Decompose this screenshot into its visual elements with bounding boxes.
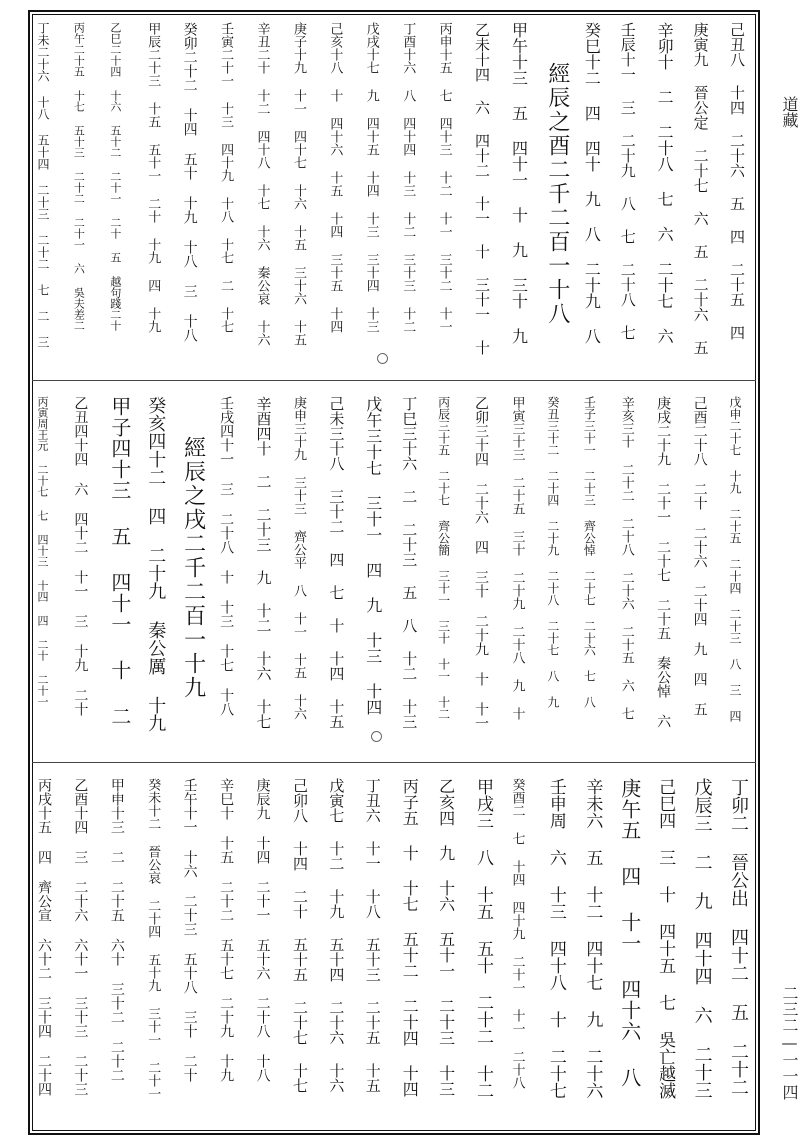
chronology-column: 癸卯二十二 十四 五十 十九 十八 三 十八 <box>181 22 198 342</box>
chronology-column: 庚辰九 十四 二十一 五十六 二十八 十八 <box>254 778 271 1082</box>
chronology-column: 壬子三十一 二十三 齊公悼 二十七 二十六 七 八 <box>582 396 597 708</box>
binding-hole-mark <box>371 731 382 742</box>
chronology-column: 甲寅三十三 二十五 三十 二十九 二十八 九 十 <box>509 396 525 720</box>
chronology-column: 乙酉十四 三 二十六 六十一 三十三 二十三 <box>72 778 89 1096</box>
margin-page-number: 二三二—一一四 <box>780 985 799 1100</box>
chronology-column: 癸丑三十二 二十四 二十九 二十八 二十七 八 九 <box>545 396 560 708</box>
chronology-column: 癸酉二 七 十四 四十九 二十一 十一 二十八 <box>509 778 525 1089</box>
chronology-column: 甲戌三 八 十五 五十 二十二 十二 <box>473 778 494 1099</box>
chronology-column: 己丑八 十四 二十六 五 四 二十五 四 <box>728 22 746 340</box>
inner-frame <box>32 14 756 1131</box>
chronology-column: 甲午十三 五 四十一 十 九 三十 九 <box>509 22 529 344</box>
chronology-column: 戊寅七 十二 十九 五十四 二十六 十六 <box>327 778 346 1093</box>
chronology-column: 辛亥三十 二十二 二十八 二十六 二十五 六 七 <box>618 396 634 720</box>
chronology-column: 丙午二十五 十七 五十三 二十二 二十一 六 吳夫差二 <box>72 22 86 331</box>
chronology-column: 辛酉四十 二 二十三 九 十二 十六 十七 <box>254 396 273 729</box>
chronology-column: 壬午十一 十六 二十三 五十八 三十 二十 <box>181 778 198 1082</box>
chronology-column: 乙卯三十四 二十六 四 三十 二十九 十 十一 <box>473 396 490 730</box>
chronology-column: 庚申三十九 三十三 齊公平 八 十一 十五 十六 <box>290 396 306 720</box>
chronology-column: 癸巳十二 四 四十 九 八 二十九 八 <box>582 22 602 344</box>
margin-title: 道藏 <box>780 96 799 128</box>
chronology-column: 丁巳三十六 二 二十三 五 八 十二 十三 <box>400 396 419 729</box>
chronology-column: 乙丑四十四 六 四十二 十一 三 十九 二十 <box>72 396 89 716</box>
chronology-column: 丁丑六 十一 十八 五十三 二十五 十五 <box>363 778 382 1093</box>
section-heading: 經辰之酉二千二百一十八 <box>544 62 570 326</box>
chronology-column: 癸亥四十二 四 二十九 秦公厲 十九 <box>145 396 167 732</box>
chronology-column: 丁酉十六 八 四十四 十三 十二 三十三 十二 <box>400 22 416 333</box>
chronology-column: 戊申二十七 十九 二十五 二十四 二十三 八 三 四 <box>728 396 742 722</box>
chronology-column: 丙申十五 七 四十三 十二 十一 三十二 十一 <box>436 22 452 333</box>
chronology-column: 戊午三十七 三十一 四 九 十三 十四 <box>363 396 383 715</box>
chronology-column: 壬寅二十一 十三 四十九 十八 十七 二 十七 <box>218 22 234 333</box>
chronology-column: 辛巳十 十五 二十二 五十七 二十九 十九 <box>218 778 235 1082</box>
band-divider <box>32 762 756 763</box>
chronology-column: 庚寅九 晉公定 二十七 六 五 二十六 五 <box>691 22 710 355</box>
chronology-column: 壬辰十一 三 二十九 八 七 二十八 七 <box>618 22 637 340</box>
chronology-column: 壬申周 六 十三 四十八 十 二十七 <box>545 778 566 1099</box>
chronology-column: 甲子四十三 五 四十一 十 二 <box>107 396 132 727</box>
chronology-column: 己卯八 十四 二十 五十五 二十七 十七 <box>290 778 309 1093</box>
chronology-column: 辛卯十 二 二十八 七 六 二十七 六 <box>655 22 675 344</box>
chronology-column: 己酉二十八 二十 二十六 二十四 九 四 五 <box>691 396 708 716</box>
chronology-column: 乙巳二十四 十六 五十二 二十一 二十 五 越句踐二十 <box>108 22 122 331</box>
chronology-column: 己亥十八 十 四十六 十五 十四 三十五 十四 <box>327 22 343 333</box>
chronology-column: 壬戌四十一 三 二十八 十 十三 十七 十八 <box>218 396 235 716</box>
chronology-column: 庚戌二十九 二十一 二十七 二十五 秦公悼 六 <box>655 396 672 728</box>
chronology-column: 戊戌十七 九 四十五 十四 十三 三十四 十三 <box>363 22 379 333</box>
chronology-column: 丙子五 十 十七 五十二 二十四 十四 <box>400 778 420 1097</box>
chronology-column: 戊辰三 二 九 四十四 六 二十三 <box>691 778 713 1099</box>
chronology-column: 丁未二十六 十八 五十四 二十三 二十二 七 二 三 <box>36 22 50 348</box>
chronology-column: 甲申十三 二 二十五 六十 三十二 二十二 <box>108 778 125 1082</box>
chronology-column: 己未三十八 三十二 四 七 十 十四 十五 <box>327 396 346 729</box>
chronology-column: 丙戌十五 四 齊公宣 六十二 三十四 二十四 <box>36 778 52 1096</box>
chronology-column: 辛未六 五 十二 四十七 九 二十六 <box>582 778 603 1099</box>
chronology-column: 己巳四 三 十 四十五 七 吳亡越滅 <box>655 778 676 1099</box>
chronology-column: 丁卯二 晉公出 四十二 五 二十二 <box>728 778 749 1096</box>
binding-hole-mark <box>377 353 388 364</box>
section-heading: 經辰之戌二千二百一十九 <box>180 436 206 700</box>
chronology-column: 癸未十二 晉公哀 二十四 五十九 三十一 二十一 <box>145 778 161 1100</box>
chronology-column: 甲辰二十三 十五 五十一 二十 十九 四 十九 <box>145 22 161 333</box>
chronology-column: 丙寅周王元 二十七 七 四十三 十四 四 二十 二十一 <box>36 396 49 707</box>
chronology-column: 辛丑二十 十二 四十八 十七 十六 秦公哀 十六 <box>254 22 270 346</box>
chronology-column: 丙辰三十五 二十七 齊公簡 三十一 三十 十一 十二 <box>436 396 451 720</box>
chronology-column: 乙亥四 九 十六 五十一 二十三 十三 <box>436 778 456 1097</box>
band-divider <box>32 380 756 381</box>
chronology-column: 乙未十四 六 四十二 十一 十 三十一 十 <box>473 22 492 355</box>
chronology-column: 庚午五 四 十一 四十六 八 <box>617 778 642 1088</box>
chronology-column: 庚子十九 十一 四十七 十六 十五 三十六 十五 <box>290 22 306 346</box>
